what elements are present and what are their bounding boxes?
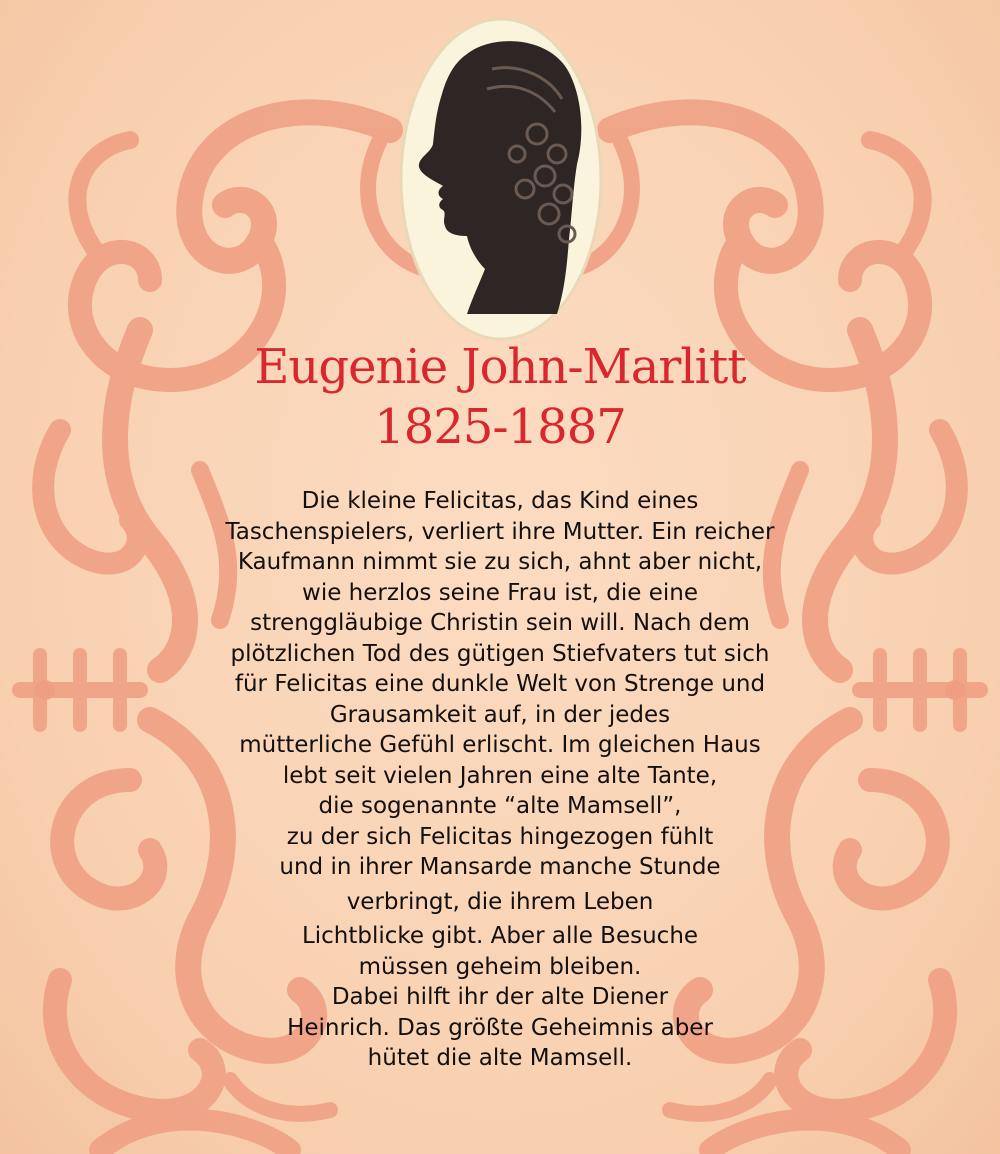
blurb-line: müssen geheim bleiben.: [358, 953, 642, 980]
portrait-silhouette-icon: [397, 14, 605, 344]
blurb-line: strenggläubige Christin sein will. Nach dem: [250, 610, 750, 636]
blurb-line: und in ihrer Mansarde manche Stunde: [279, 854, 721, 880]
blurb-line: plötzlichen Tod des gütigen Stiefvaters tut sich: [230, 640, 770, 667]
blurb-line: Die kleine Felicitas, das Kind eines: [301, 488, 699, 514]
blurb-line: die sogenannte “alte Mamsell”,: [318, 793, 682, 819]
blurb-line: Grausamkeit auf, in der jedes: [329, 701, 671, 728]
blurb-line: Lichtblicke gibt. Aber alle Besuche: [301, 923, 699, 949]
blurb-line: wie herzlos seine Frau ist, die eine: [302, 579, 698, 606]
blurb-line: Kaufmann nimmt sie zu sich, ahnt aber nicht,: [237, 549, 763, 575]
blurb-line: Heinrich. Das größte Geheimnis aber: [287, 1014, 713, 1041]
blurb-text: [180, 486, 820, 1074]
blurb-line: lebt seit vielen Jahren eine alte Tante,: [282, 762, 718, 789]
blurb-line: Dabei hilft ihr der alte Diener: [331, 984, 669, 1010]
author-years: 1825-1887: [374, 399, 626, 455]
blurb-line: hütet die alte Mamsell.: [367, 1045, 633, 1071]
blurb-line: zu der sich Felicitas hingezogen fühlt: [286, 823, 714, 850]
blurb-line: verbringt, die ihrem Leben: [346, 888, 654, 915]
author-name: Eugenie John-Marlitt: [254, 339, 746, 395]
blurb-line: für Felicitas eine dunkle Welt von Strenge und: [234, 671, 766, 697]
blurb-line: mütterliche Gefühl erlischt. Im gleichen Haus: [239, 732, 761, 758]
blurb-line: Taschenspielers, verliert ihre Mutter. Ein reicher: [225, 518, 775, 545]
